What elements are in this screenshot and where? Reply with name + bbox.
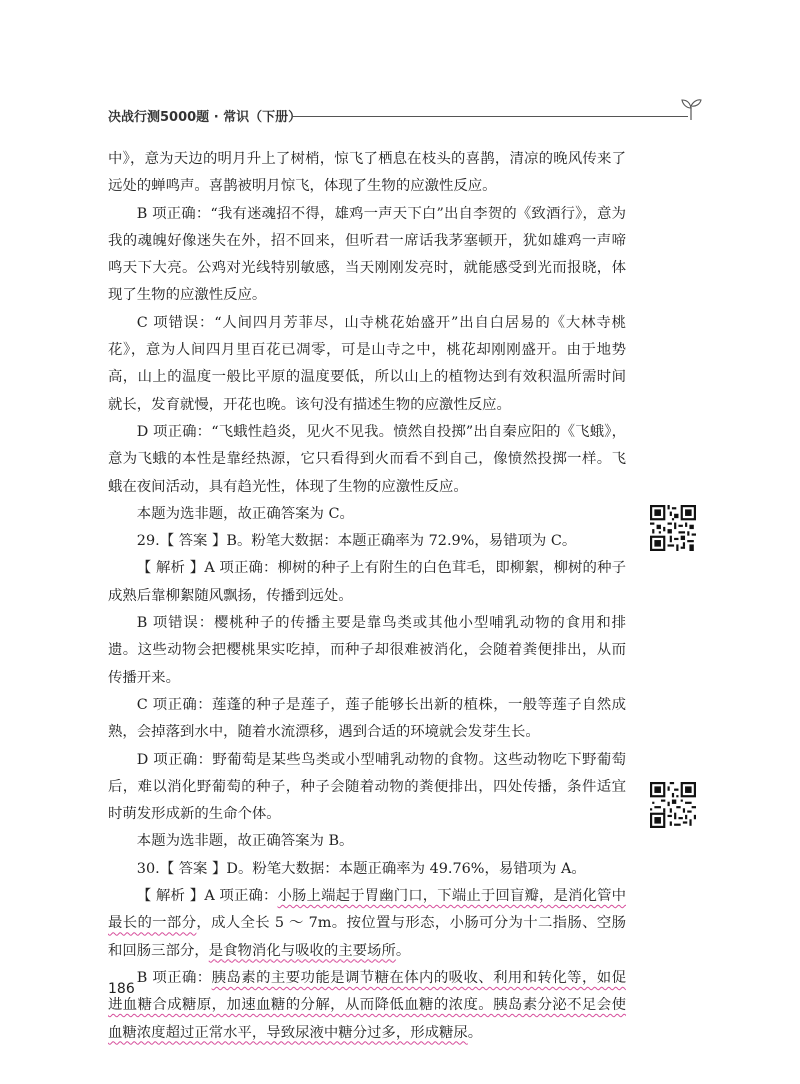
highlighted-text: 小肠上端起于胃幽门口，下端止于回盲瓣，是消化管中最长的一部分: [108, 888, 626, 932]
highlighted-text: 是食物消化与吸收的主要场所: [208, 942, 396, 959]
book-title: 决战行测5000题 · 常识（下册）: [108, 110, 302, 125]
analysis-text: 。: [467, 1024, 483, 1041]
analysis-text: ，成人全长 5 ～ 7m。按位置与形态，小肠可分为十二指肠、空肠和回肠三部分，: [108, 915, 626, 959]
paragraph: C 项错误：“人间四月芳菲尽，山寺桃花始盛开”出自白居易的《大林寺桃花》，意为人间四月里百花已凋零，可是山寺之中，桃花却刚刚盛开。由于地势高，山上的温度一般比平原的温度要低，所以山上的植物达到有效积温所需时间就长，发育就慢，开花也晚。该句没有描述生物的应激性反应。: [108, 314, 626, 413]
highlighted-text: 胰岛素的主要功能是调节糖在体内的吸收、利用和转化等，如促进血糖合成糖原，加速血糖的分解，从而降低血糖的浓度。胰岛素分泌不足会使血糖浓度超过正常水平，导致尿液中糖分过多，形成糖尿: [108, 969, 626, 1041]
answer-tag: 【 答案 】: [159, 533, 227, 550]
header-rule: [293, 116, 688, 117]
question-number: 29.: [136, 533, 160, 550]
paragraph: 本题为选非题，故正确答案为 B。: [136, 833, 354, 850]
sprout-icon: [678, 96, 704, 122]
analysis-29: [108, 555, 626, 610]
analysis-text: B 项正确：: [136, 969, 212, 986]
qr-code-icon[interactable]: [650, 505, 696, 551]
analysis-text: A 项正确：柳树的种子上有附生的白色茸毛，即柳絮，柳树的种子成熟后靠柳絮随风飘扬，传播到远处。: [108, 560, 626, 604]
analysis-30: [108, 883, 626, 965]
answer-text: D。粉笔大数据：本题正确率为 49.76%，易错项为 A。: [226, 860, 586, 877]
question-number: 30.: [136, 860, 160, 877]
analysis-text: A 项正确：: [204, 888, 278, 905]
analysis-tag: 【 解析 】: [136, 560, 205, 577]
page-content: [108, 146, 626, 1047]
paragraph: B 项错误：樱桃种子的传播主要是靠鸟类或其他小型哺乳动物的食用和排遗。这些动物会把樱桃果实吃掉，而种子却很难被消化，会随着粪便排出，从而传播开来。: [108, 615, 626, 686]
answer-30: [108, 856, 626, 883]
paragraph: 本题为选非题，故正确答案为 C。: [136, 505, 354, 522]
paragraph: [108, 965, 626, 1047]
qr-code-icon[interactable]: [650, 782, 696, 828]
analysis-tag: 【 解析 】: [136, 888, 205, 905]
paragraph: D 项正确：“飞蛾性趋炎，见火不见我。愤然自投掷”出自秦应阳的《飞蛾》，意为飞蛾的本性是靠经热源，它只看得到火而看不到自己，像愤然投掷一样。飞蛾在夜间活动，具有趋光性，体现了生物的应激性反应。: [108, 423, 626, 495]
qr-code-graphic: [650, 782, 696, 828]
page-number: 186: [108, 981, 135, 997]
paragraph: B 项正确：“我有迷魂招不得，雄鸡一声天下白”出自李贺的《致酒行》，意为我的魂魄好像迷失在外，招不回来，但听君一席话我茅塞顿开，犹如雄鸡一声啼鸣天下大亮。公鸡对光线特别敏感，当天刚刚发亮时，就能感受到光而报晓，体现了生物的应激性反应。: [108, 205, 626, 304]
page-header: [108, 100, 698, 130]
answer-tag: 【 答案 】: [159, 860, 227, 877]
analysis-text: 。: [395, 942, 411, 959]
paragraph: C 项正确：莲蓬的种子是莲子，莲子能够长出新的植株，一般等莲子自然成熟，会掉落到水中，随着水流漂移，遇到合适的环境就会发芽生长。: [108, 696, 626, 741]
paragraph: 中》，意为天边的明月升上了树梢，惊飞了栖息在枝头的喜鹊，清凉的晚风传来了远处的蝉鸣声。喜鹊被明月惊飞，体现了生物的应激性反应。: [108, 151, 626, 195]
answer-text: B。粉笔大数据：本题正确率为 72.9%，易错项为 C。: [226, 533, 577, 550]
paragraph: D 项正确：野葡萄是某些鸟类或小型哺乳动物的食物。这些动物吃下野葡萄后，难以消化野葡萄的种子，种子会随着动物的粪便排出，四处传播，条件适宜时萌发形成新的生命个体。: [108, 751, 626, 823]
qr-code-graphic: [650, 505, 696, 551]
answer-29: [108, 528, 626, 555]
